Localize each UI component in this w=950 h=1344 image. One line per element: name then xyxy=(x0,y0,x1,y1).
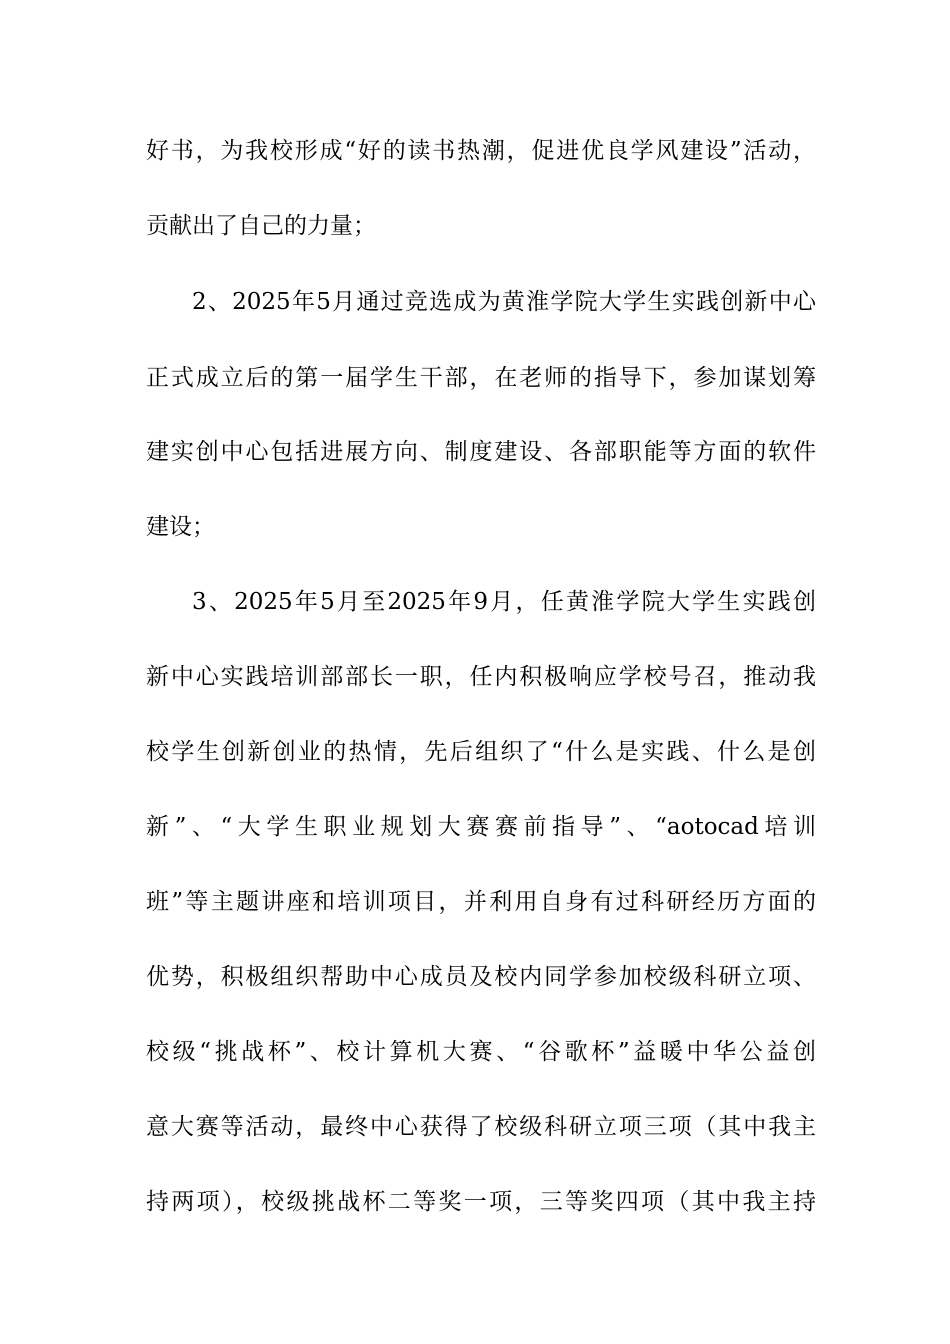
text-line: 优势，积极组织帮助中心成员及校内同学参加校级科研立项、 xyxy=(146,964,816,990)
text-line: 校级“挑战杯”、校计算机大赛、“谷歌杯”益暖中华公益创 xyxy=(146,1039,816,1065)
text-line: 贡献出了自己的力量； xyxy=(146,213,376,239)
text-line: 建设； xyxy=(146,514,215,540)
text-line: 正式成立后的第一届学生干部，在老师的指导下，参加谋划筹 xyxy=(146,365,816,391)
text-line: 班”等主题讲座和培训项目，并利用自身有过科研经历方面的 xyxy=(146,889,816,915)
text-line: 新中心实践培训部部长一职，任内积极响应学校号召，推动我 xyxy=(146,664,816,690)
text-line: 好书，为我校形成“好的读书热潮，促进优良学风建设”活动， xyxy=(146,138,816,164)
text-line: 校学生创新创业的热情，先后组织了“什么是实践、什么是创 xyxy=(146,739,816,765)
text-line: 建实创中心包括进展方向、制度建设、各部职能等方面的软件 xyxy=(146,439,816,465)
text-line: 3、2025年5月至2025年9月，任黄淮学院大学生实践创 xyxy=(192,589,816,615)
text-line: 持两项），校级挑战杯二等奖一项，三等奖四项（其中我主持 xyxy=(146,1189,816,1215)
text-line: 2、2025年5月通过竞选成为黄淮学院大学生实践创新中心 xyxy=(192,289,816,315)
text-line: 意大赛等活动，最终中心获得了校级科研立项三项（其中我主 xyxy=(146,1114,816,1140)
text-line: 新”、“大学生职业规划大赛赛前指导”、“aotocad培训 xyxy=(146,814,816,840)
